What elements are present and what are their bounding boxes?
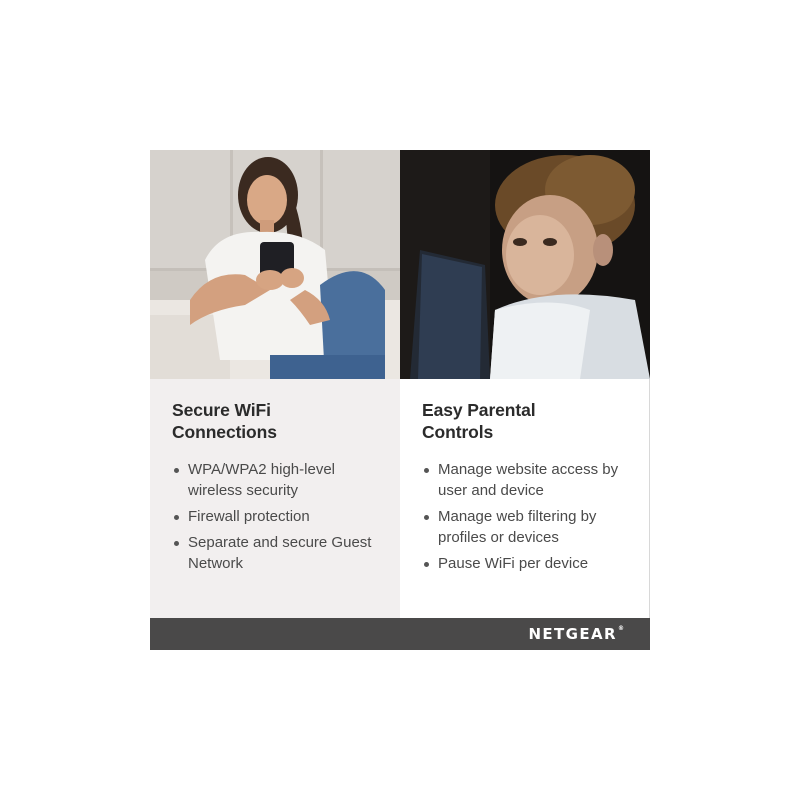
parental-controls-heading: Easy Parental Controls: [422, 400, 536, 442]
netgear-logo: [528, 625, 624, 643]
list-item-text: Firewall protection: [188, 508, 310, 525]
bullet-dot: [424, 562, 429, 567]
list-item: [172, 532, 382, 574]
list-item-text: Manage web filtering by profiles or devices: [438, 508, 597, 546]
list-item-text: Manage website access by user and device: [438, 461, 619, 499]
secure-wifi-panel: [150, 379, 400, 618]
brand-name: NETGEAR: [528, 625, 617, 643]
bullet-dot: [424, 468, 429, 473]
secure-wifi-heading: Secure WiFi Connections: [172, 400, 277, 442]
bullet-dot: [174, 468, 179, 473]
child-with-tablet-photo: [400, 150, 650, 379]
list-item: [172, 506, 382, 527]
list-item-text: Separate and secure Guest Network: [188, 534, 372, 572]
bullet-dot: [174, 515, 179, 520]
list-item: [422, 459, 631, 501]
secure-wifi-list: [172, 459, 382, 574]
brand-footer: [150, 618, 650, 650]
list-item: [172, 459, 382, 501]
list-item-text: WPA/WPA2 high-level wireless security: [188, 461, 335, 499]
registered-mark: ®: [618, 625, 624, 632]
list-item-text: Pause WiFi per device: [438, 555, 589, 572]
bullet-dot: [424, 515, 429, 520]
bullet-dot: [174, 541, 179, 546]
feature-card: [150, 150, 650, 650]
woman-with-phone-photo: [150, 150, 400, 379]
list-item: [422, 553, 631, 574]
parental-controls-panel: [400, 379, 650, 618]
list-item: [422, 506, 631, 548]
parental-controls-list: [422, 459, 631, 574]
